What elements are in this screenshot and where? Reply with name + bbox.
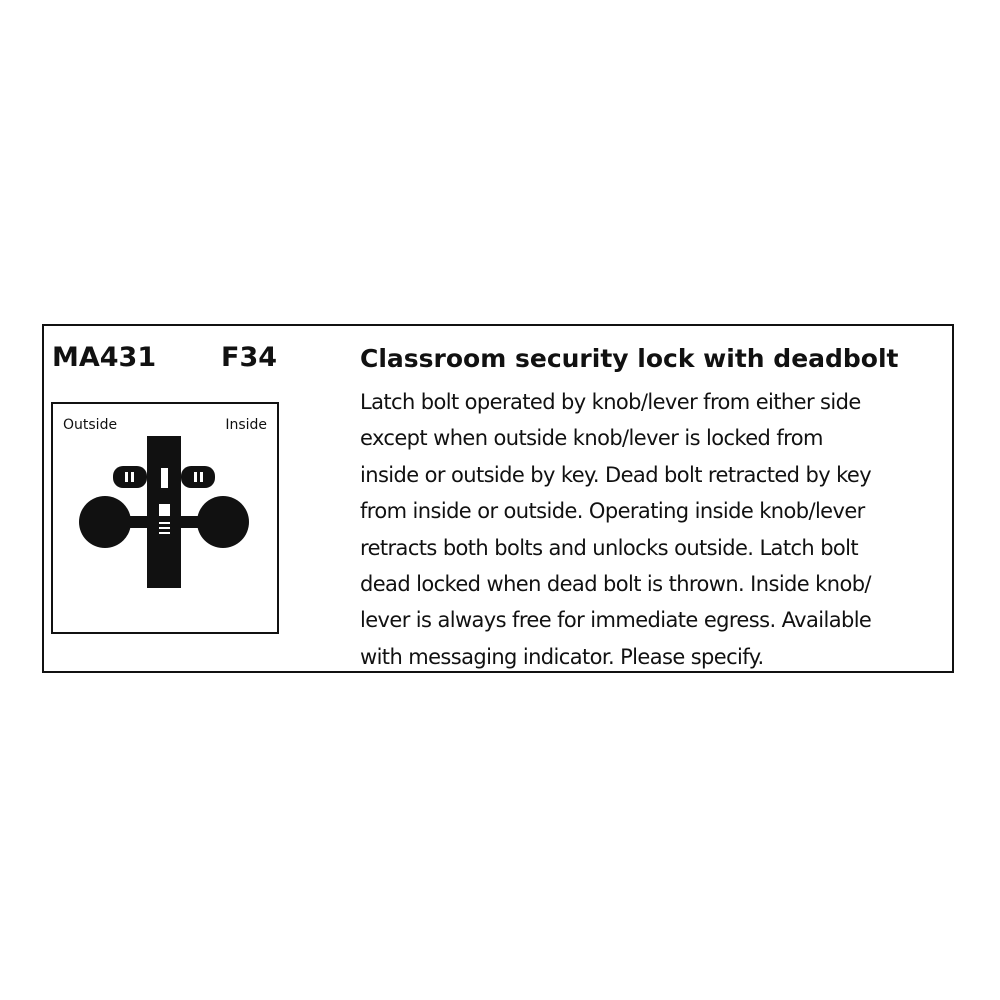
inside-knob-icon — [181, 496, 249, 548]
inside-cylinder-icon — [181, 466, 215, 488]
description-line: from inside or outside. Operating inside knob/lever — [360, 499, 865, 524]
function-code: F34 — [221, 342, 278, 373]
outside-cylinder-icon — [113, 466, 147, 488]
lock-function-diagram — [51, 402, 279, 634]
model-number: MA431 — [52, 342, 157, 373]
description-line: lever is always free for immediate egress. Available — [360, 608, 872, 633]
inside-label: Inside — [225, 417, 267, 433]
outside-knob-icon — [79, 496, 147, 548]
function-title: Classroom security lock with deadbolt — [360, 344, 899, 373]
function-spec-card — [42, 324, 954, 673]
function-description — [360, 384, 950, 675]
description-line: dead locked when dead bolt is thrown. Inside knob/ — [360, 572, 871, 597]
outside-label: Outside — [63, 417, 118, 433]
description-line: with messaging indicator. Please specify. — [360, 644, 764, 669]
description-line: except when outside knob/lever is locked from — [360, 426, 823, 451]
description-line: inside or outside by key. Dead bolt retracted by key — [360, 462, 872, 487]
description-line: retracts both bolts and unlocks outside. Latch bolt — [360, 535, 859, 560]
description-line: Latch bolt operated by knob/lever from either side — [360, 390, 861, 414]
mortise-lock-icon — [53, 404, 277, 632]
